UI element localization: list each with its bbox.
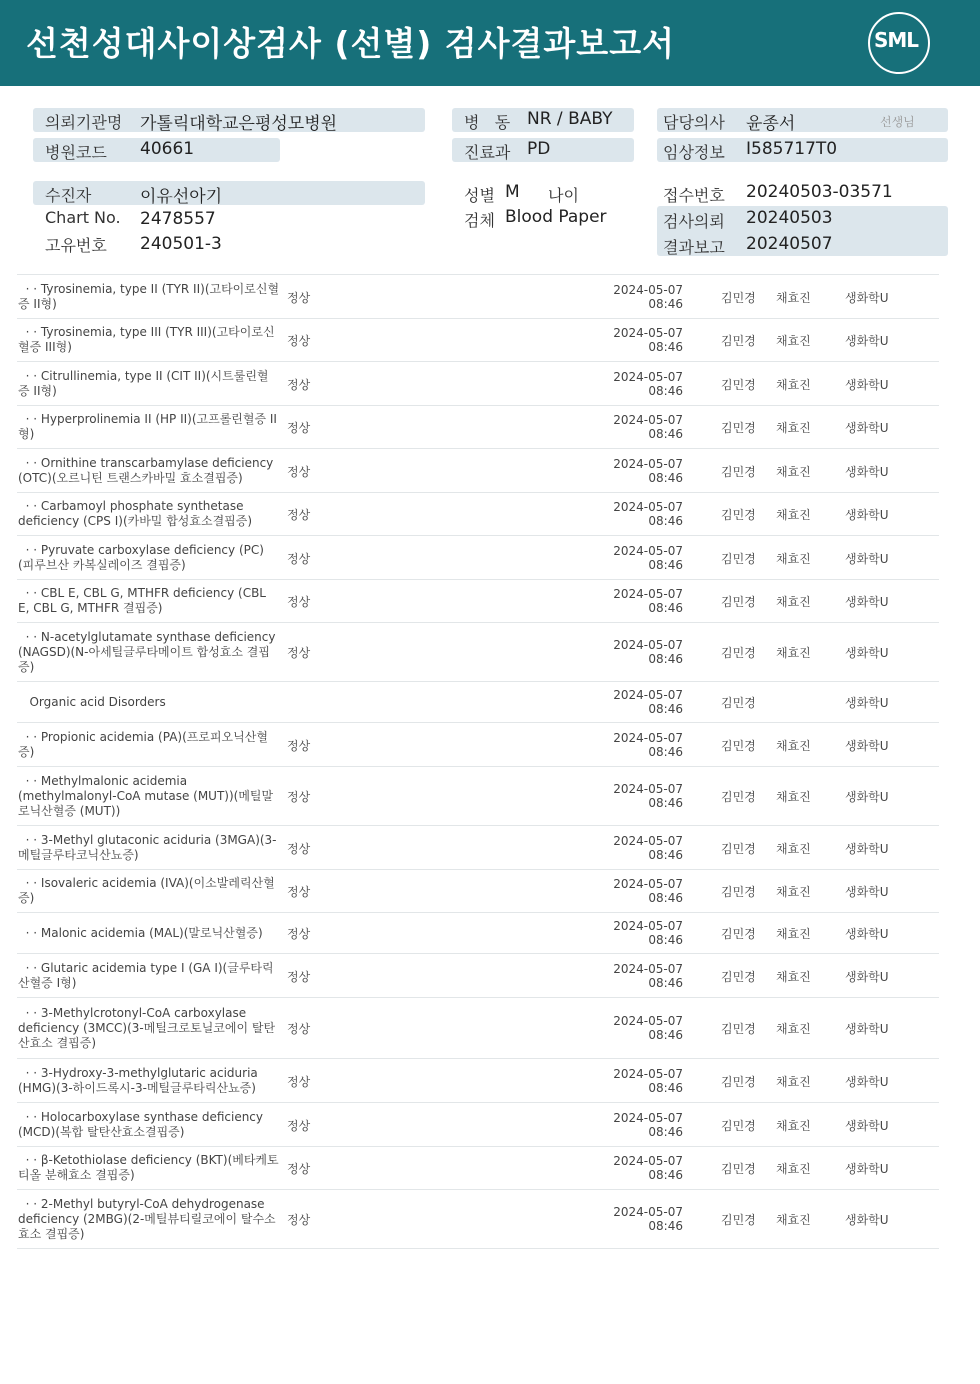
result-datetime <box>613 877 683 905</box>
dept-label: 진료과 <box>464 143 511 162</box>
tester-name: 김민경 <box>721 595 756 609</box>
table-row <box>17 869 939 912</box>
department: 생화학U <box>845 885 889 899</box>
hospital-code-value: 40661 <box>140 139 195 159</box>
result-date: 2024-05-07 <box>613 782 683 796</box>
result-datetime <box>613 782 683 810</box>
chart-value: 2478557 <box>140 209 216 229</box>
specimen-value: Blood Paper <box>505 207 607 227</box>
result-datetime <box>613 413 683 441</box>
result-time: 08:46 <box>648 933 683 947</box>
result-datetime <box>613 688 683 716</box>
results-table <box>17 274 939 1249</box>
result-time: 08:46 <box>648 558 683 572</box>
test-name: · · Methylmalonic acidemia (methylmalonyl-CoA mutase (MUT))(메틸말로닉산혈증 (MUT)) <box>18 774 274 818</box>
result-value: 정상 <box>287 1075 311 1089</box>
patient-bar <box>33 181 425 205</box>
tester-name: 김민경 <box>721 508 756 522</box>
table-row <box>17 1146 939 1189</box>
request-label: 검사의뢰 <box>663 212 725 231</box>
receipt-label: 접수번호 <box>663 186 725 205</box>
department: 생화학U <box>845 552 889 566</box>
result-time: 08:46 <box>648 601 683 615</box>
department: 생화학U <box>845 291 889 305</box>
result-value: 정상 <box>287 1213 311 1227</box>
department: 생화학U <box>845 1075 889 1089</box>
result-value: 정상 <box>287 508 311 522</box>
result-time: 08:46 <box>648 471 683 485</box>
sml-logo <box>868 12 930 74</box>
result-date: 2024-05-07 <box>613 834 683 848</box>
result-date: 2024-05-07 <box>613 1067 683 1081</box>
result-date: 2024-05-07 <box>613 500 683 514</box>
table-row <box>17 766 939 825</box>
result-value: 정상 <box>287 465 311 479</box>
table-row <box>17 448 939 492</box>
result-value: 정상 <box>287 739 311 753</box>
table-row <box>17 681 939 722</box>
table-row <box>17 405 939 448</box>
tester-name: 김민경 <box>721 790 756 804</box>
result-date: 2024-05-07 <box>613 962 683 976</box>
test-name: · · Citrullinemia, type II (CIT II)(시트룰린혈증 II형) <box>18 369 269 398</box>
tester-name: 김민경 <box>721 552 756 566</box>
table-row <box>17 579 939 622</box>
department: 생화학U <box>845 1022 889 1036</box>
unique-value: 240501-3 <box>140 234 222 254</box>
result-date: 2024-05-07 <box>613 544 683 558</box>
specimen-label: 검체 <box>464 211 495 230</box>
result-time: 08:46 <box>648 848 683 862</box>
age-label: 나이 <box>548 186 579 205</box>
department: 생화학U <box>845 646 889 660</box>
ward-value: NR / BABY <box>527 109 613 129</box>
doctor-suffix: 선생님 <box>880 115 915 129</box>
result-value: 정상 <box>287 842 311 856</box>
result-value: 정상 <box>287 421 311 435</box>
table-row <box>17 622 939 681</box>
report-label: 결과보고 <box>663 238 725 257</box>
verifier-name: 채효진 <box>776 421 811 435</box>
department: 생화학U <box>845 1213 889 1227</box>
table-row <box>17 361 939 405</box>
department: 생화학U <box>845 739 889 753</box>
result-datetime <box>613 587 683 615</box>
tester-name: 김민경 <box>721 1162 756 1176</box>
verifier-name: 채효진 <box>776 508 811 522</box>
verifier-name: 채효진 <box>776 842 811 856</box>
doctor-value: 윤종서 <box>746 114 796 134</box>
result-value: 정상 <box>287 885 311 899</box>
verifier-name: 채효진 <box>776 646 811 660</box>
test-name: · · Propionic acidemia (PA)(프로피오닉산혈증) <box>18 730 268 759</box>
tester-name: 김민경 <box>721 378 756 392</box>
department: 생화학U <box>845 970 889 984</box>
result-time: 08:46 <box>648 514 683 528</box>
receipt-value: 20240503-03571 <box>746 182 893 202</box>
tester-name: 김민경 <box>721 696 756 710</box>
ward-label: 병 동 <box>464 113 511 132</box>
result-value: 정상 <box>287 552 311 566</box>
result-value: 정상 <box>287 1119 311 1133</box>
table-row <box>17 953 939 997</box>
test-name: · · Glutaric acidemia type I (GA I)(글루타릭산혈증 I형) <box>18 961 274 990</box>
institution-value: 가톨릭대학교은평성모병원 <box>140 114 338 134</box>
table-row <box>17 492 939 535</box>
tester-name: 김민경 <box>721 927 756 941</box>
result-datetime <box>613 1111 683 1139</box>
test-name: · · Isovaleric acidemia (IVA)(이소발레릭산혈증) <box>18 876 275 905</box>
tester-name: 김민경 <box>721 970 756 984</box>
department: 생화학U <box>845 842 889 856</box>
result-datetime <box>613 283 683 311</box>
result-datetime <box>613 1014 683 1042</box>
result-value: 정상 <box>287 1022 311 1036</box>
department: 생화학U <box>845 1119 889 1133</box>
request-value: 20240503 <box>746 208 833 228</box>
result-date: 2024-05-07 <box>613 1014 683 1028</box>
result-time: 08:46 <box>648 796 683 810</box>
result-date: 2024-05-07 <box>613 413 683 427</box>
report-value: 20240507 <box>746 234 833 254</box>
test-name: · · Tyrosinemia, type II (TYR II)(고타이로신혈증 II형) <box>18 282 280 311</box>
result-datetime <box>613 1205 683 1233</box>
result-datetime <box>613 500 683 528</box>
test-name: · · N-acetylglutamate synthase deficiency (NAGSD)(N-아세틸글루타메이트 합성효소 결핍증) <box>18 630 280 674</box>
verifier-name: 채효진 <box>776 1075 811 1089</box>
verifier-name: 채효진 <box>776 1022 811 1036</box>
department: 생화학U <box>845 378 889 392</box>
table-row <box>17 997 939 1058</box>
test-name: · · Ornithine transcarbamylase deficiency (OTC)(오르니틴 트랜스카바밀 효소결핍증) <box>18 456 278 485</box>
test-name: · · Malonic acidemia (MAL)(말로닉산혈증) <box>18 926 263 940</box>
test-name: · · 3-Hydroxy-3-methylglutaric aciduria (HMG)(3-하이드록시-3-메틸글루타릭산뇨증) <box>18 1066 262 1095</box>
verifier-name: 채효진 <box>776 595 811 609</box>
logo-text: SML <box>874 28 919 52</box>
result-value: 정상 <box>287 927 311 941</box>
test-name: Organic acid Disorders <box>18 695 166 709</box>
result-datetime <box>613 834 683 862</box>
result-date: 2024-05-07 <box>613 877 683 891</box>
verifier-name: 채효진 <box>776 465 811 479</box>
result-time: 08:46 <box>648 427 683 441</box>
table-row <box>17 1102 939 1146</box>
tester-name: 김민경 <box>721 421 756 435</box>
verifier-name: 채효진 <box>776 885 811 899</box>
tester-name: 김민경 <box>721 291 756 305</box>
tester-name: 김민경 <box>721 465 756 479</box>
result-datetime <box>613 1067 683 1095</box>
table-row <box>17 274 939 318</box>
hospital-code-label: 병원코드 <box>45 143 107 162</box>
tester-name: 김민경 <box>721 1119 756 1133</box>
result-time: 08:46 <box>648 1125 683 1139</box>
result-time: 08:46 <box>648 976 683 990</box>
test-name: · · Tyrosinemia, type III (TYR III)(고타이로신혈증 III형) <box>18 325 275 354</box>
table-row <box>17 1189 939 1249</box>
table-row <box>17 535 939 579</box>
result-datetime <box>613 1154 683 1182</box>
sex-value: M <box>505 182 520 202</box>
result-date: 2024-05-07 <box>613 1154 683 1168</box>
test-name: · · CBL E, CBL G, MTHFR deficiency (CBL E, CBL G, MTHFR 결핍증) <box>18 586 270 615</box>
tester-name: 김민경 <box>721 1213 756 1227</box>
test-name: · · Pyruvate carboxylase deficiency (PC)(피루브산 카복실레이즈 결핍증) <box>18 543 264 572</box>
result-date: 2024-05-07 <box>613 326 683 340</box>
result-datetime <box>613 370 683 398</box>
result-date: 2024-05-07 <box>613 587 683 601</box>
result-time: 08:46 <box>648 1168 683 1182</box>
result-date: 2024-05-07 <box>613 638 683 652</box>
result-time: 08:46 <box>648 1028 683 1042</box>
result-time: 08:46 <box>648 702 683 716</box>
result-time: 08:46 <box>648 1219 683 1233</box>
result-value: 정상 <box>287 790 311 804</box>
result-value: 정상 <box>287 291 311 305</box>
result-value: 정상 <box>287 970 311 984</box>
department: 생화학U <box>845 696 889 710</box>
result-value: 정상 <box>287 595 311 609</box>
chart-label: Chart No. <box>45 208 121 227</box>
clinical-label: 임상정보 <box>663 143 725 162</box>
department: 생화학U <box>845 421 889 435</box>
table-row <box>17 318 939 361</box>
result-datetime <box>613 638 683 666</box>
result-time: 08:46 <box>648 297 683 311</box>
dept-value: PD <box>527 139 551 159</box>
result-value: 정상 <box>287 378 311 392</box>
result-value: 정상 <box>287 334 311 348</box>
tester-name: 김민경 <box>721 646 756 660</box>
test-name: · · Holocarboxylase synthase deficiency (MCD)(복합 탈탄산효소결핍증) <box>18 1110 267 1139</box>
department: 생화학U <box>845 465 889 479</box>
verifier-name: 채효진 <box>776 739 811 753</box>
verifier-name: 채효진 <box>776 552 811 566</box>
result-time: 08:46 <box>648 891 683 905</box>
report-header <box>0 0 980 86</box>
verifier-name: 채효진 <box>776 790 811 804</box>
tester-name: 김민경 <box>721 842 756 856</box>
department: 생화학U <box>845 927 889 941</box>
result-time: 08:46 <box>648 340 683 354</box>
doctor-label: 담당의사 <box>663 113 725 132</box>
result-time: 08:46 <box>648 745 683 759</box>
test-name: · · Hyperprolinemia II (HP II)(고프롤린혈증 II형) <box>18 412 277 441</box>
result-date: 2024-05-07 <box>613 1205 683 1219</box>
clinical-value: I585717T0 <box>746 139 838 159</box>
test-name: · · β-Ketothiolase deficiency (BKT)(베타케토티올 분해효소 결핍증) <box>18 1153 279 1182</box>
department: 생화학U <box>845 595 889 609</box>
test-name: · · 3-Methylcrotonyl-CoA carboxylase deficiency (3MCC)(3-메틸크로토닐코에이 탈탄산효소 결핍증) <box>18 1006 276 1050</box>
department: 생화학U <box>845 334 889 348</box>
result-datetime <box>613 544 683 572</box>
verifier-name: 채효진 <box>776 378 811 392</box>
verifier-name: 채효진 <box>776 927 811 941</box>
test-name: · · Carbamoyl phosphate synthetase deficiency (CPS I)(카바밀 합성효소결핍증) <box>18 499 253 528</box>
institution-label: 의뢰기관명 <box>45 113 123 132</box>
result-time: 08:46 <box>648 1081 683 1095</box>
tester-name: 김민경 <box>721 739 756 753</box>
result-date: 2024-05-07 <box>613 919 683 933</box>
verifier-name: 채효진 <box>776 970 811 984</box>
result-datetime <box>613 962 683 990</box>
table-row <box>17 1058 939 1102</box>
patient-label: 수진자 <box>45 186 92 205</box>
tester-name: 김민경 <box>721 885 756 899</box>
tester-name: 김민경 <box>721 1022 756 1036</box>
test-name: · · 2-Methyl butyryl-CoA dehydrogenase deficiency (2MBG)(2-메틸뷰티릴코에이 탈수소효소 결핍증) <box>18 1197 276 1241</box>
table-row <box>17 912 939 953</box>
patient-value: 이유선아기 <box>140 187 223 207</box>
tester-name: 김민경 <box>721 1075 756 1089</box>
sex-label: 성별 <box>464 186 495 205</box>
result-datetime <box>613 457 683 485</box>
result-date: 2024-05-07 <box>613 1111 683 1125</box>
department: 생화학U <box>845 1162 889 1176</box>
result-datetime <box>613 919 683 947</box>
test-name: · · 3-Methyl glutaconic aciduria (3MGA)(3-메틸글루타코닉산뇨증) <box>18 833 277 862</box>
verifier-name: 채효진 <box>776 334 811 348</box>
result-value: 정상 <box>287 646 311 660</box>
verifier-name: 채효진 <box>776 1119 811 1133</box>
verifier-name: 채효진 <box>776 1162 811 1176</box>
result-datetime <box>613 731 683 759</box>
result-time: 08:46 <box>648 384 683 398</box>
verifier-name: 채효진 <box>776 1213 811 1227</box>
table-row <box>17 825 939 869</box>
verifier-name: 채효진 <box>776 291 811 305</box>
unique-label: 고유번호 <box>45 236 107 255</box>
result-date: 2024-05-07 <box>613 457 683 471</box>
report-title: 선천성대사이상검사 (선별) 검사결과보고서 <box>26 24 675 63</box>
result-date: 2024-05-07 <box>613 688 683 702</box>
result-date: 2024-05-07 <box>613 731 683 745</box>
result-date: 2024-05-07 <box>613 370 683 384</box>
tester-name: 김민경 <box>721 334 756 348</box>
result-time: 08:46 <box>648 652 683 666</box>
table-row <box>17 722 939 766</box>
department: 생화학U <box>845 508 889 522</box>
result-datetime <box>613 326 683 354</box>
department: 생화학U <box>845 790 889 804</box>
result-value: 정상 <box>287 1162 311 1176</box>
result-date: 2024-05-07 <box>613 283 683 297</box>
